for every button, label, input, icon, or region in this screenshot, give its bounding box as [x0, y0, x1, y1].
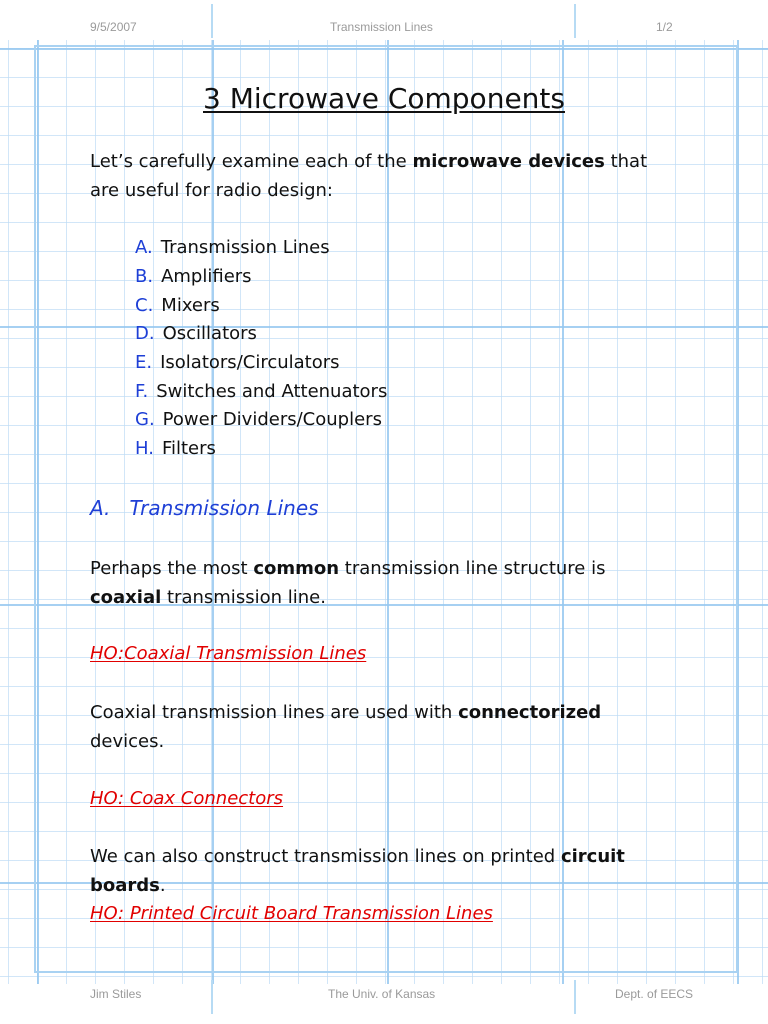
paragraph-pcb [90, 843, 625, 900]
header-divider [211, 4, 213, 38]
bold-term: connectorized [458, 702, 602, 723]
list-label: Transmission Lines [160, 237, 330, 258]
list-letter: C. [135, 295, 154, 316]
paragraph-connectorized [90, 699, 601, 756]
list-letter: B. [135, 266, 154, 287]
bold-term: circuit [560, 846, 625, 867]
list-label: Isolators/Circulators [160, 352, 340, 373]
handout-link-pcb[interactable]: HO: Printed Circuit Board Transmission Lines [90, 903, 493, 924]
header-divider [574, 4, 576, 38]
footer-divider [574, 980, 576, 1014]
list-item [135, 266, 252, 287]
intro-text-end: that [604, 151, 648, 172]
footer-institution: The Univ. of Kansas [328, 987, 436, 1001]
list-item [135, 409, 382, 430]
list-item [135, 381, 387, 402]
footer-department: Dept. of EECS [615, 987, 694, 1001]
intro-text: Let’s carefully examine each of the [90, 151, 413, 172]
footer-divider [211, 980, 213, 1014]
intro-line-2: are useful for radio design: [90, 179, 333, 201]
bold-term: common [253, 558, 340, 579]
list-letter: E. [135, 352, 153, 373]
intro-paragraph [90, 148, 647, 205]
list-letter: F. [135, 381, 149, 402]
list-item [135, 295, 220, 316]
paragraph-text: Perhaps the most [90, 558, 254, 579]
paragraph-text: . [159, 874, 166, 896]
list-label: Oscillators [162, 323, 257, 344]
list-item [135, 438, 216, 459]
paragraph-text: devices. [90, 730, 165, 752]
footer-author: Jim Stiles [90, 987, 142, 1001]
list-letter: G. [135, 409, 155, 430]
intro-bold: microwave devices [412, 151, 605, 172]
header-page-number: 1/2 [656, 20, 673, 34]
page-title: 3 Microwave Components [203, 82, 565, 115]
paragraph-text: We can also construct transmission lines on printed [90, 846, 561, 867]
header-topic: Transmission Lines [330, 20, 433, 34]
paragraph-text: Coaxial transmission lines are used with [90, 702, 459, 723]
header-date: 9/5/2007 [90, 20, 137, 34]
paragraph-text: transmission line structure is [339, 558, 606, 579]
list-label: Amplifiers [161, 266, 252, 287]
list-item [135, 237, 330, 258]
list-item [135, 352, 340, 373]
list-letter: H. [135, 438, 154, 459]
list-letter: D. [135, 323, 155, 344]
list-label: Filters [161, 438, 216, 459]
handout-link-connectors[interactable]: HO: Coax Connectors [90, 788, 284, 809]
section-title: Transmission Lines [129, 496, 319, 520]
list-item [135, 323, 257, 344]
list-label: Switches and Attenuators [156, 381, 388, 402]
section-heading [90, 496, 319, 520]
bold-term: boards [90, 874, 160, 896]
paragraph-common-structure [90, 555, 605, 612]
list-letter: A. [135, 237, 153, 258]
bold-term: coaxial [90, 586, 162, 608]
list-label: Mixers [161, 295, 220, 316]
list-label: Power Dividers/Couplers [162, 409, 382, 430]
handout-link-coaxial[interactable]: HO:Coaxial Transmission Lines [90, 643, 367, 664]
section-letter: A. [90, 496, 111, 520]
paragraph-text: transmission line. [161, 586, 326, 608]
